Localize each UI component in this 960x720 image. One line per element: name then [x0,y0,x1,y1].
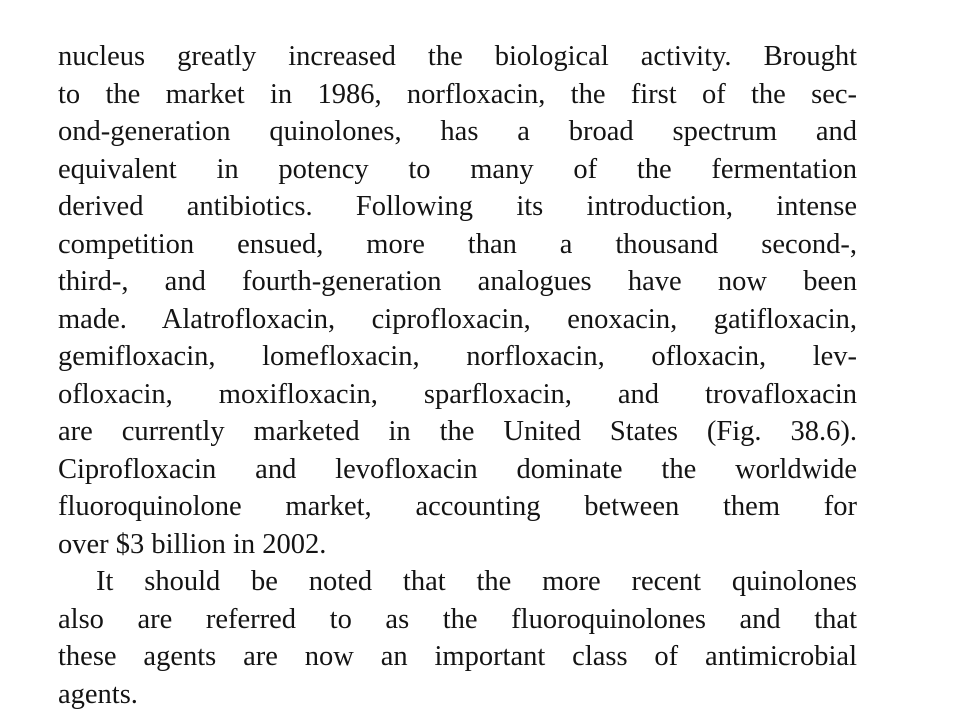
text-line: gemifloxacin, lomefloxacin, norfloxacin, ofloxacin, lev- [58,341,857,372]
text-line: over $3 billion in 2002. [58,528,327,560]
document-page [58,38,857,713]
text-line: ofloxacin, moxifloxacin, sparfloxacin, and trovafloxacin [58,378,857,410]
paragraph-2 [58,563,857,713]
text-line: fluoroquinolone market, accounting between them for [58,491,857,522]
text-line: made. Alatrofloxacin, ciprofloxacin, enoxacin, gatifloxacin, [58,303,857,335]
text-line: also are referred to as the fluoroquinolones and that [58,603,857,635]
text-line: derived antibiotics. Following its introduction, intense [58,191,857,222]
text-line: It should be noted that the more recent quinolones [96,566,857,597]
text-line: Ciprofloxacin and levofloxacin dominate the worldwide [58,453,857,485]
text-line: third-, and fourth-generation analogues have now been [58,266,857,297]
text-line: agents. [58,678,138,710]
paragraph-1 [58,38,857,563]
text-line: these agents are now an important class of antimicrobial [58,641,857,672]
text-line: equivalent in potency to many of the fermentation [58,153,857,185]
text-line: competition ensued, more than a thousand second-, [58,228,857,260]
text-line: nucleus greatly increased the biological activity. Brought [58,41,857,72]
text-line: ond-generation quinolones, has a broad spectrum and [58,116,857,147]
text-line: to the market in 1986, norfloxacin, the first of the sec- [58,78,857,110]
text-line: are currently marketed in the United States (Fig. 38.6). [58,416,857,447]
